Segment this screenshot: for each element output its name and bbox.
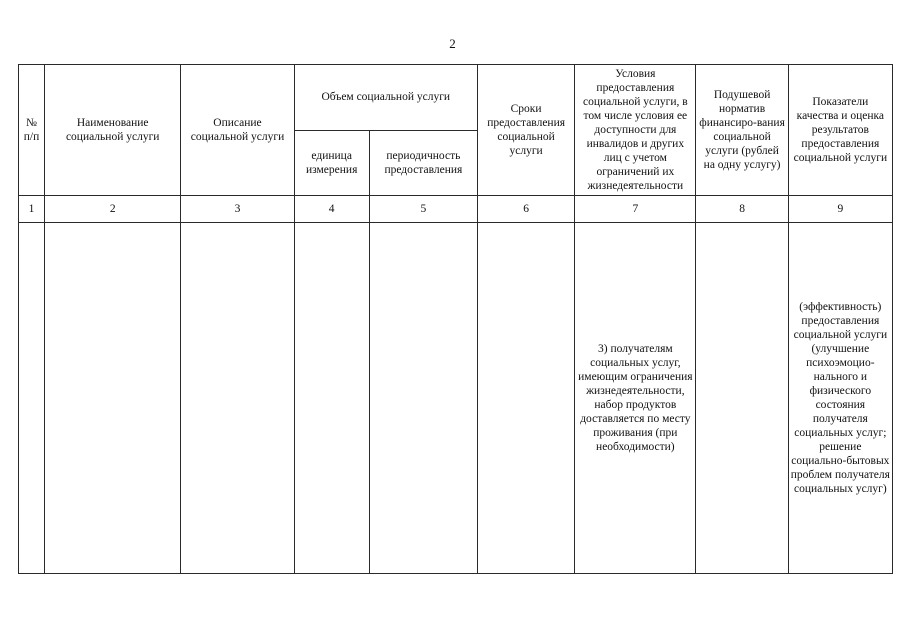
cell-number: [19, 223, 45, 574]
column-number: 6: [478, 196, 575, 223]
column-number: 5: [369, 196, 477, 223]
column-number: 7: [575, 196, 696, 223]
column-number: 3: [181, 196, 294, 223]
page-number: 2: [449, 36, 456, 51]
cell-periodicity: [369, 223, 477, 574]
header-service-volume: Объем социальной услуги: [294, 65, 477, 131]
header-per-capita-norm: Подушевой норматив финансиро-вания социальной услуги (рублей на одну услугу): [696, 65, 788, 196]
header-service-terms: Сроки предоставления социальной услуги: [478, 65, 575, 196]
social-services-table: [18, 64, 893, 574]
header-service-conditions: Условия предоставления социальной услуги, в том числе условия ее доступности для инвалидов и других лиц с учетом ограничений их жизнедеятельности: [575, 65, 696, 196]
cell-unit: [294, 223, 369, 574]
column-number: 2: [45, 196, 181, 223]
header-periodicity: периодичность предоставления: [369, 130, 477, 196]
cell-service-terms: [478, 223, 575, 574]
cell-service-conditions: 3) получателям социальных услуг, имеющим ограничения жизнедеятельности, набор продуктов доставляется по месту проживания (при необходимости): [575, 223, 696, 574]
header-service-name: Наименование социальной услуги: [45, 65, 181, 196]
header-row-top: [19, 65, 893, 131]
column-number: 1: [19, 196, 45, 223]
header-service-description: Описание социальной услуги: [181, 65, 294, 196]
column-number: 9: [788, 196, 892, 223]
table-row: [19, 223, 893, 574]
cell-quality-indicators: (эффективность) предоставления социальной услуги (улучшение психоэмоцио-нального и физического состояния получателя социальных услуг; решение социально-бытовых проблем получателя социальных услуг): [788, 223, 892, 574]
header-unit: единица измерения: [294, 130, 369, 196]
header-quality-indicators: Показатели качества и оценка результатов предоставления социальной услуги: [788, 65, 892, 196]
cell-service-description: [181, 223, 294, 574]
column-number: 8: [696, 196, 788, 223]
cell-per-capita-norm: [696, 223, 788, 574]
column-number: 4: [294, 196, 369, 223]
column-number-row: [19, 196, 893, 223]
cell-service-name: [45, 223, 181, 574]
header-number: № п/п: [19, 65, 45, 196]
